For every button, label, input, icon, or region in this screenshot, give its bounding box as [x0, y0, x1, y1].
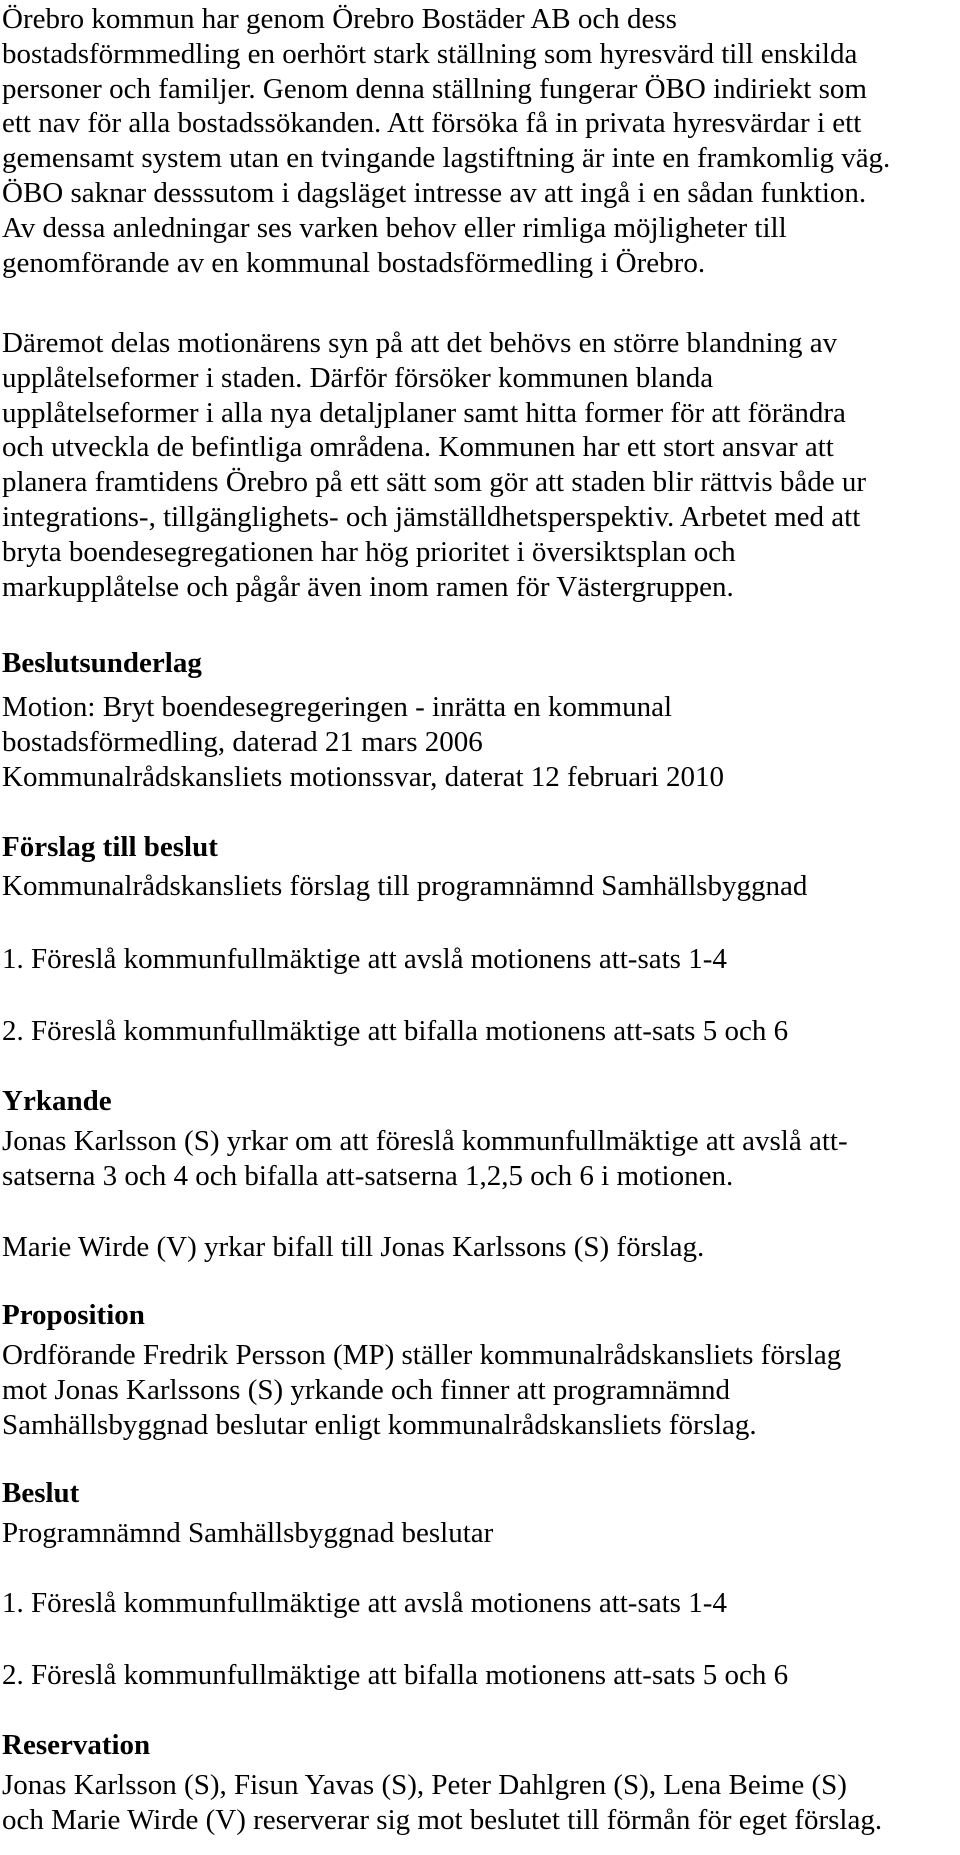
heading-beslutsunderlag: Beslutsunderlag: [2, 647, 202, 679]
forslag-item-2: 2. Föreslå kommunfullmäktige att bifalla motionens att-sats 5 och 6: [2, 1015, 789, 1047]
yrkande-text-karlsson: Jonas Karlsson (S) yrkar om att föreslå kommunfullmäktige att avslå att- satserna 3 och 4 och bifalla att-satserna 1,2,5 och 6 i motionen.: [2, 1125, 848, 1192]
heading-yrkande: Yrkande: [2, 1085, 112, 1117]
yrkande-text-wirde: Marie Wirde (V) yrkar bifall till Jonas Karlssons (S) förslag.: [2, 1231, 705, 1263]
paragraph-blandning: Däremot delas motionärens syn på att det behövs en större blandning av upplåtelseformer i staden. Därför försöker kommunen blanda upplåtelseformer i alla nya detaljplaner samt hitta former för att förändra och utveckla de befintliga områdena. Kommunen har ett stort ansvar att planera framtidens Örebro på ett sätt som gör att staden blir rättvis både ur integrations-, tillgänglighets- och jämställdhetsperspektiv. Arbetet med att bryta boendesegregationen har hög prioritet i översiktsplan och markupplåtelse och pågår även inom ramen för Västergruppen.: [2, 327, 867, 603]
heading-proposition: Proposition: [2, 1299, 145, 1331]
beslutsunderlag-text: Motion: Bryt boendesegregeringen - inrätta en kommunal bostadsförmedling, daterad 21 mars 2006 Kommunalrådskansliets motionssvar, daterat 12 februari 2010: [2, 691, 725, 793]
beslut-intro: Programnämnd Samhällsbyggnad beslutar: [2, 1517, 494, 1549]
reservation-text: Jonas Karlsson (S), Fisun Yavas (S), Peter Dahlgren (S), Lena Beime (S) och Marie Wirde (V) reserverar sig mot beslutet till förmån för eget förslag.: [2, 1769, 883, 1836]
proposition-text: Ordförande Fredrik Persson (MP) ställer kommunalrådskansliets förslag mot Jonas Karlssons (S) yrkande och finner att programnämnd Samhällsbyggnad beslutar enligt kommunalrådskansliets förslag.: [2, 1339, 842, 1441]
beslut-item-2: 2. Föreslå kommunfullmäktige att bifalla motionens att-sats 5 och 6: [2, 1659, 789, 1691]
heading-forslag-till-beslut: Förslag till beslut: [2, 831, 218, 863]
forslag-item-1: 1. Föreslå kommunfullmäktige att avslå motionens att-sats 1-4: [2, 943, 727, 975]
paragraph-obo-position: Örebro kommun har genom Örebro Bostäder AB och dess bostadsförmmedling en oerhört stark ställning som hyresvärd till enskilda personer och familjer. Genom denna ställning fungerar ÖBO indiriekt som ett nav för alla bostadssökanden. Att försöka få in privata hyresvärdar i ett gemensamt system utan en tvingande lagstiftning är inte en framkomlig väg. ÖBO saknar desssutom i dagsläget intresse av att ingå i en sådan funktion. Av dessa anledningar ses varken behov eller rimliga möjligheter till genomförande av en kommunal bostadsförmedling i Örebro.: [2, 3, 891, 279]
heading-reservation: Reservation: [2, 1729, 151, 1761]
heading-beslut: Beslut: [2, 1477, 80, 1509]
beslut-item-1: 1. Föreslå kommunfullmäktige att avslå motionens att-sats 1-4: [2, 1587, 727, 1619]
forslag-intro: Kommunalrådskansliets förslag till programnämnd Samhällsbyggnad: [2, 870, 808, 902]
